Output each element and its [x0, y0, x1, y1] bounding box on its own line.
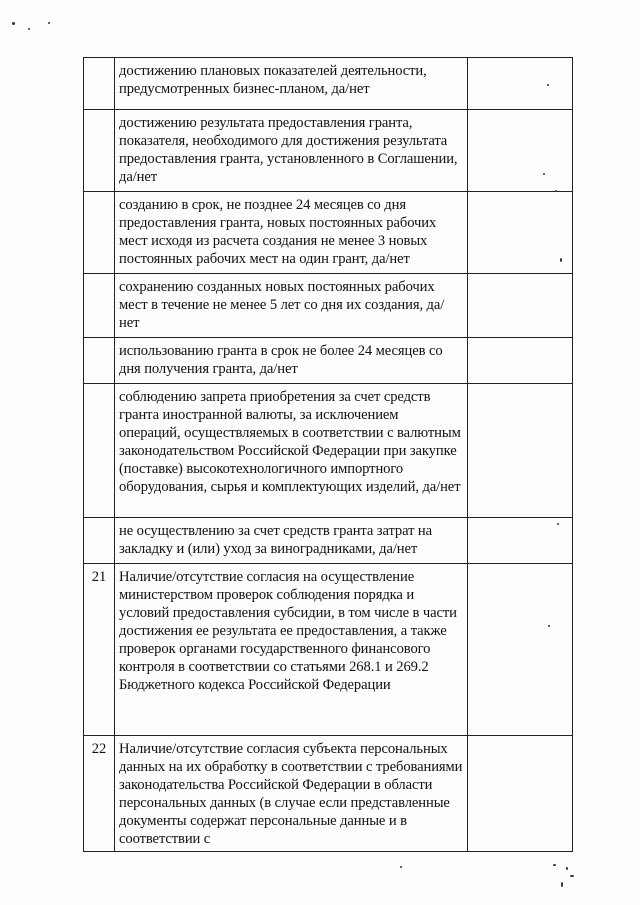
table-row — [84, 564, 573, 736]
row-value-cell — [468, 338, 573, 384]
table-row — [84, 384, 573, 518]
row-value-cell — [468, 274, 573, 338]
row-value-cell — [468, 110, 573, 192]
criterion-text: не осуществлению за счет средств гранта затрат на закладку и (или) уход за виноградниками, да/нет — [119, 523, 433, 557]
row-number: 21 — [84, 564, 115, 736]
scan-speck — [400, 866, 402, 868]
row-number — [84, 338, 115, 384]
table-row — [84, 736, 573, 852]
row-number — [84, 110, 115, 192]
scan-speck — [543, 173, 545, 175]
scan-speck — [548, 625, 550, 627]
criterion-text: соблюдению запрета приобретения за счет средств гранта иностранной валюты, за исключением операций, осуществляемых в соответствии с валютным законодательством Российской Федерации при закупке (поставке) высокотехнологичного импортного оборудования, сырья и комплектующих изделий, да/нет — [119, 389, 461, 495]
scan-speck — [555, 190, 557, 192]
row-number — [84, 58, 115, 110]
table-row — [84, 58, 573, 110]
table-row — [84, 192, 573, 274]
scan-speck — [28, 28, 30, 30]
table-row — [84, 274, 573, 338]
criterion-text: достижению результата предоставления гранта, показателя, необходимого для достижения результата предоставления гранта, установленного в Соглашении, да/нет — [119, 115, 458, 185]
row-value-cell — [468, 192, 573, 274]
row-number — [84, 192, 115, 274]
row-criterion-text — [115, 338, 468, 384]
scan-speck — [570, 875, 574, 877]
table-row — [84, 338, 573, 384]
row-criterion-text — [115, 274, 468, 338]
table-row — [84, 518, 573, 564]
criterion-text: Наличие/отсутствие согласия субъекта персональных данных на их обработку в соответствии с требованиями законодательства Российской Федерации в области персональных данных (в случае если представленные документы содержат персональные данные и в соответствии с — [119, 741, 463, 847]
scan-speck — [12, 22, 15, 25]
scan-speck — [48, 22, 50, 24]
table-row — [84, 110, 573, 192]
criterion-text: использованию гранта в срок не более 24 месяцев со дня получения гранта, да/нет — [119, 343, 443, 377]
scan-speck — [560, 258, 562, 262]
criterion-text: созданию в срок, не позднее 24 месяцев со дня предоставления гранта, новых постоянных рабочих мест исходя из расчета создания не менее 3 новых постоянных рабочих мест на один грант, да/нет — [119, 197, 437, 267]
scan-speck — [557, 523, 559, 525]
row-criterion-text — [115, 564, 468, 736]
criterion-text: достижению плановых показателей деятельности, предусмотренных бизнес-планом, да/нет — [119, 63, 427, 97]
row-criterion-text — [115, 110, 468, 192]
row-criterion-text — [115, 736, 468, 852]
scan-speck — [547, 84, 549, 86]
row-number — [84, 384, 115, 518]
scan-speck — [553, 864, 556, 866]
row-criterion-text — [115, 518, 468, 564]
scan-speck — [561, 882, 563, 887]
row-number — [84, 518, 115, 564]
row-criterion-text — [115, 384, 468, 518]
row-criterion-text — [115, 58, 468, 110]
row-value-cell — [468, 564, 573, 736]
scan-speck — [566, 867, 568, 870]
row-value-cell — [468, 384, 573, 518]
row-number — [84, 274, 115, 338]
criterion-text: сохранению созданных новых постоянных рабочих мест в течение не менее 5 лет со дня их создания, да/нет — [119, 279, 445, 331]
criterion-text: Наличие/отсутствие согласия на осуществление министерством проверок соблюдения порядка и условий предоставления субсидии, в том числе в части достижения ее результата ее предоставления, а также проверок органами государственного финансового контроля в соответствии со статьями 268.1 и 269.2 Бюджетного кодекса Российской Федерации — [119, 569, 457, 693]
row-criterion-text — [115, 192, 468, 274]
row-value-cell — [468, 58, 573, 110]
criteria-table — [83, 57, 573, 852]
row-number: 22 — [84, 736, 115, 852]
row-value-cell — [468, 736, 573, 852]
